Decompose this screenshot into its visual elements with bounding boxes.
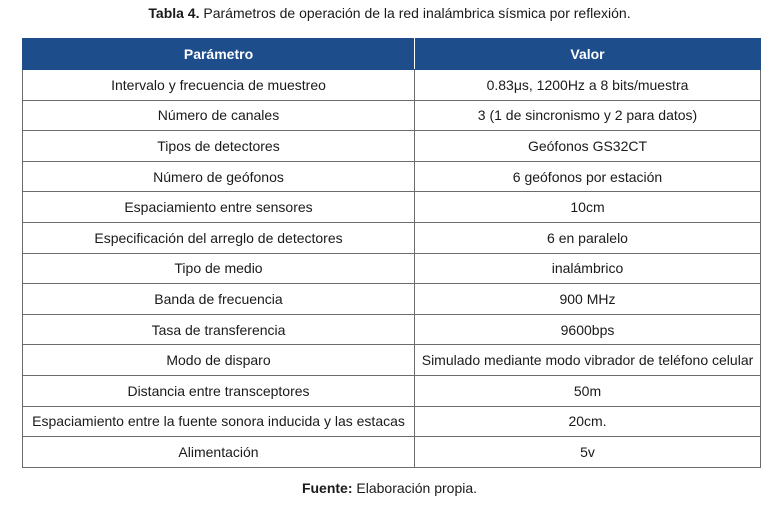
value-cell: Geófonos GS32CT bbox=[415, 131, 761, 162]
source-note bbox=[0, 479, 779, 497]
table-row bbox=[23, 406, 761, 437]
value-cell: 9600bps bbox=[415, 314, 761, 345]
value-cell: 0.83μs, 1200Hz a 8 bits/muestra bbox=[415, 70, 761, 101]
table-caption bbox=[0, 4, 779, 22]
param-cell: Tipo de medio bbox=[23, 253, 415, 284]
caption-label: Tabla 4. bbox=[148, 5, 200, 21]
source-text: Elaboración propia. bbox=[356, 480, 478, 496]
table-row bbox=[23, 100, 761, 131]
param-cell: Espaciamiento entre sensores bbox=[23, 192, 415, 223]
table-row bbox=[23, 192, 761, 223]
value-cell: 5v bbox=[415, 437, 761, 468]
header-parametro: Parámetro bbox=[23, 39, 415, 70]
parameters-table bbox=[22, 38, 761, 468]
value-cell: Simulado mediante modo vibrador de teléfono celular bbox=[415, 345, 761, 376]
table-row bbox=[23, 345, 761, 376]
value-cell: 6 geófonos por estación bbox=[415, 161, 761, 192]
param-cell: Banda de frecuencia bbox=[23, 284, 415, 315]
param-cell: Especificación del arreglo de detectores bbox=[23, 222, 415, 253]
param-cell: Alimentación bbox=[23, 437, 415, 468]
table-row bbox=[23, 70, 761, 101]
value-cell: 20cm. bbox=[415, 406, 761, 437]
source-label: Fuente: bbox=[301, 480, 353, 496]
table-row bbox=[23, 253, 761, 284]
table-header-row bbox=[23, 39, 761, 70]
table-row bbox=[23, 437, 761, 468]
param-cell: Tipos de detectores bbox=[23, 131, 415, 162]
param-cell: Espaciamiento entre la fuente sonora inducida y las estacas bbox=[23, 406, 415, 437]
table-row bbox=[23, 284, 761, 315]
param-cell: Tasa de transferencia bbox=[23, 314, 415, 345]
value-cell: 900 MHz bbox=[415, 284, 761, 315]
value-cell: 10cm bbox=[415, 192, 761, 223]
value-cell: 6 en paralelo bbox=[415, 222, 761, 253]
value-cell: inalámbrico bbox=[415, 253, 761, 284]
value-cell: 50m bbox=[415, 375, 761, 406]
param-cell: Número de canales bbox=[23, 100, 415, 131]
caption-text: Parámetros de operación de la red inalámbrica sísmica por reflexión. bbox=[203, 5, 631, 21]
value-cell: 3 (1 de sincronismo y 2 para datos) bbox=[415, 100, 761, 131]
param-cell: Distancia entre transceptores bbox=[23, 375, 415, 406]
param-cell: Intervalo y frecuencia de muestreo bbox=[23, 70, 415, 101]
table-row bbox=[23, 375, 761, 406]
header-valor: Valor bbox=[415, 39, 761, 70]
table-row bbox=[23, 314, 761, 345]
table-row bbox=[23, 131, 761, 162]
param-cell: Número de geófonos bbox=[23, 161, 415, 192]
table-row bbox=[23, 222, 761, 253]
param-cell: Modo de disparo bbox=[23, 345, 415, 376]
table-row bbox=[23, 161, 761, 192]
